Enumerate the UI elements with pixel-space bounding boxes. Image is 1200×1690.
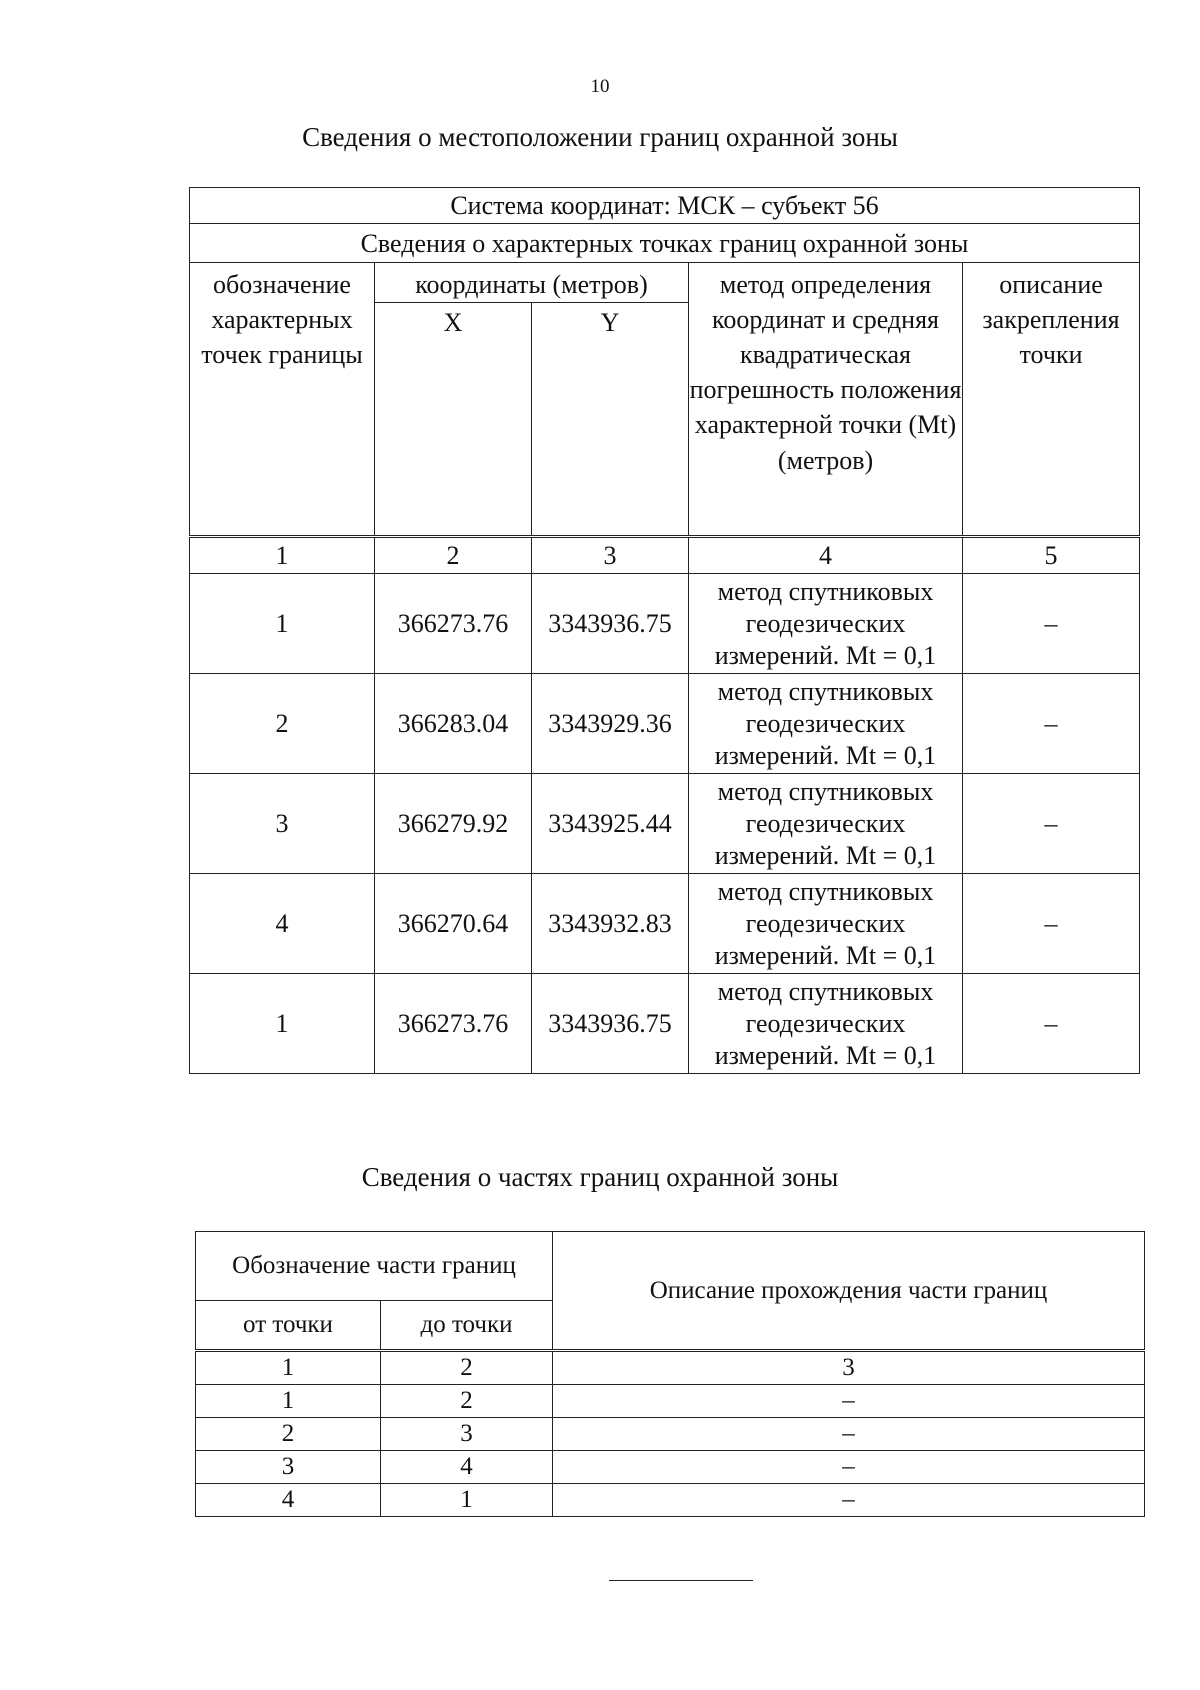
column-number: 1 [196,1351,381,1385]
table-row [196,1418,1145,1451]
column-number: 3 [553,1351,1145,1385]
column-number: 1 [190,537,375,574]
x-cell: 366270.64 [375,874,532,974]
description-cell: – [963,974,1140,1074]
x-cell: 366273.76 [375,574,532,674]
point-cell: 2 [190,674,375,774]
table-row [190,674,1140,774]
boundary-points-table [189,187,1140,1074]
to-point-header: до точки [381,1301,553,1351]
method-cell: метод спутниковых геодезических измерений. Mt = 0,1 [689,674,963,774]
method-cell: метод спутниковых геодезических измерений. Mt = 0,1 [689,874,963,974]
to-cell: 3 [381,1418,553,1451]
points-subtitle: Сведения о характерных точках границ охранной зоны [190,224,1140,263]
method-header: метод определения координат и средняя квадратическая погрешность положения характерной точки (Mt) (метров) [689,263,963,537]
point-cell: 1 [190,574,375,674]
part-description-header: Описание прохождения части границ [553,1232,1145,1351]
to-cell: 1 [381,1484,553,1517]
column-number: 2 [375,537,532,574]
column-number: 2 [381,1351,553,1385]
part-description-cell: – [553,1484,1145,1517]
table-row [196,1484,1145,1517]
column-number: 5 [963,537,1140,574]
x-cell: 366283.04 [375,674,532,774]
column-number: 3 [532,537,689,574]
y-cell: 3343936.75 [532,574,689,674]
end-divider [609,1580,753,1581]
from-point-header: от точки [196,1301,381,1351]
y-cell: 3343932.83 [532,874,689,974]
point-designation-header: обозначение характерных точек границы [190,263,375,537]
table-row [190,974,1140,1074]
table-row [190,574,1140,674]
part-description-cell: – [553,1418,1145,1451]
from-cell: 1 [196,1385,381,1418]
table-row [196,1385,1145,1418]
point-cell: 1 [190,974,375,1074]
description-cell: – [963,574,1140,674]
method-cell: метод спутниковых геодезических измерений. Mt = 0,1 [689,774,963,874]
method-cell: метод спутниковых геодезических измерений. Mt = 0,1 [689,574,963,674]
to-cell: 4 [381,1451,553,1484]
point-cell: 4 [190,874,375,974]
x-cell: 366273.76 [375,974,532,1074]
table-row [190,774,1140,874]
to-cell: 2 [381,1385,553,1418]
from-cell: 4 [196,1484,381,1517]
y-cell: 3343929.36 [532,674,689,774]
coord-system-header: Система координат: МСК – субъект 56 [190,188,1140,224]
description-cell: – [963,674,1140,774]
method-cell: метод спутниковых геодезических измерений. Mt = 0,1 [689,974,963,1074]
y-header: Y [532,303,689,537]
from-cell: 3 [196,1451,381,1484]
page-number: 10 [590,76,610,97]
point-cell: 3 [190,774,375,874]
table-row [196,1451,1145,1484]
section2-title: Сведения о частях границ охранной зоны [361,1162,839,1192]
part-description-cell: – [553,1451,1145,1484]
description-cell: – [963,774,1140,874]
y-cell: 3343936.75 [532,974,689,1074]
description-cell: – [963,874,1140,974]
from-cell: 2 [196,1418,381,1451]
part-description-cell: – [553,1385,1145,1418]
x-header: X [375,303,532,537]
coordinates-header: координаты (метров) [375,263,689,303]
table-row [190,874,1140,974]
column-number: 4 [689,537,963,574]
description-header: описание закрепления точки [963,263,1140,537]
part-designation-header: Обозначение части границ [196,1232,553,1301]
x-cell: 366279.92 [375,774,532,874]
section1-title: Сведения о местоположении границ охранной зоны [302,122,898,152]
y-cell: 3343925.44 [532,774,689,874]
boundary-parts-table [195,1231,1145,1517]
